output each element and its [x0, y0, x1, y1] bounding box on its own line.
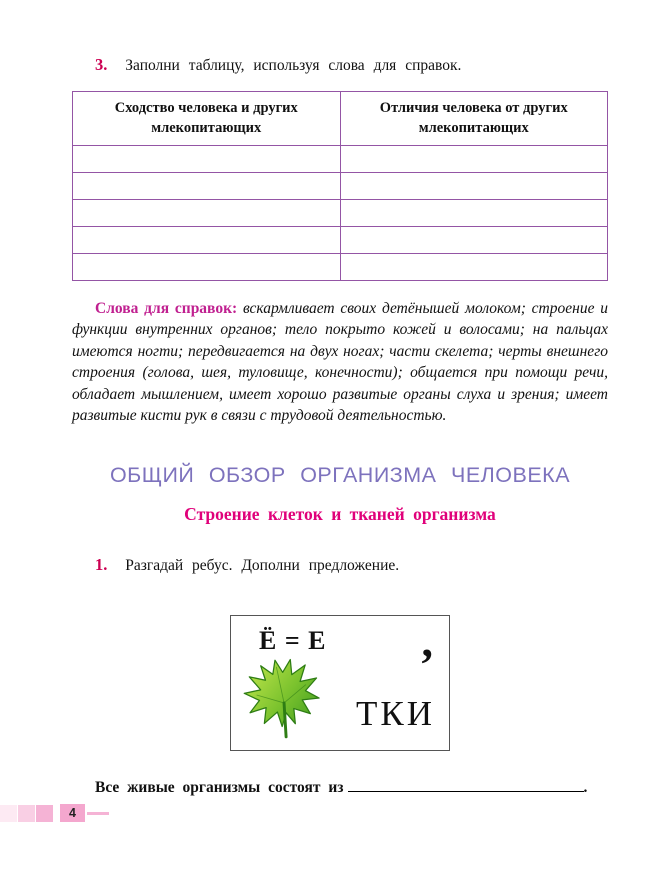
- rebus-comma: ,: [421, 614, 433, 666]
- table-empty-cell[interactable]: [340, 199, 608, 226]
- table-empty-row: [73, 199, 608, 226]
- reference-words-label: Слова для справок:: [95, 299, 238, 317]
- table-empty-cell[interactable]: [73, 199, 341, 226]
- task-3-text: Заполни таблицу, используя слова для справок.: [125, 57, 462, 74]
- section-title: ОБЩИЙ ОБЗОР ОРГАНИЗМА ЧЕЛОВЕКА: [109, 462, 571, 487]
- task-1-text: Разгадай ребус. Дополни предложение.: [125, 556, 400, 574]
- footer-decoration-line: [87, 812, 109, 815]
- table-header-differences: Отличия человека от других млекопитающих: [340, 92, 608, 146]
- task-1-number: 1.: [95, 554, 108, 574]
- table-empty-cell[interactable]: [73, 172, 341, 199]
- table-header-similarities: Сходство человека и других млекопитающих: [73, 92, 341, 146]
- sentence-period: .: [583, 778, 588, 796]
- table-empty-row: [73, 226, 608, 253]
- table-header-row: [73, 92, 608, 146]
- page-number: 4: [60, 804, 85, 822]
- table-empty-row: [73, 172, 608, 199]
- reference-words-text: вскармливает своих детёнышей молоком; строение и функции внутренних органов; тело покрыто кожей и волосами; на пальцах имеются ногти; передвигается на двух ногах; части скелета; черты внешнего строения (голова, шея, туловище, конечности); общается при помощи речи, обладает мышлением, имеет хорошо развитые органы слуха и зрения; имеет развитые кисти рук в связи с трудовой деятельностью.: [72, 299, 608, 425]
- table-empty-cell[interactable]: [73, 253, 341, 280]
- comparison-table-body: [73, 145, 608, 280]
- table-empty-row: [73, 253, 608, 280]
- footer-decoration-square: [36, 805, 53, 822]
- table-empty-cell[interactable]: [340, 226, 608, 253]
- footer-decoration-square: [18, 805, 35, 822]
- reference-words-paragraph: [72, 298, 608, 427]
- rebus-image: [230, 615, 450, 751]
- task-1: [72, 555, 608, 575]
- table-empty-cell[interactable]: [340, 253, 608, 280]
- comparison-table: [72, 91, 608, 281]
- page-footer: [0, 804, 109, 822]
- rebus-suffix-letters: ТКИ: [356, 693, 435, 733]
- task-3-number: 3.: [95, 55, 108, 74]
- table-empty-cell[interactable]: [73, 226, 341, 253]
- table-empty-cell[interactable]: [73, 145, 341, 172]
- task-3: [72, 55, 608, 75]
- answer-blank[interactable]: [348, 777, 584, 792]
- rebus-letter-substitution: Ё = Е: [259, 625, 327, 655]
- table-empty-cell[interactable]: [340, 145, 608, 172]
- fill-in-sentence: [72, 777, 608, 797]
- table-empty-row: [73, 145, 608, 172]
- maple-leaf-icon: [241, 654, 325, 742]
- footer-decoration-square: [0, 805, 17, 822]
- section-subtitle: Строение клеток и тканей организма: [184, 503, 496, 524]
- sentence-prefix: Все живые организмы состоят из: [95, 778, 344, 796]
- table-empty-cell[interactable]: [340, 172, 608, 199]
